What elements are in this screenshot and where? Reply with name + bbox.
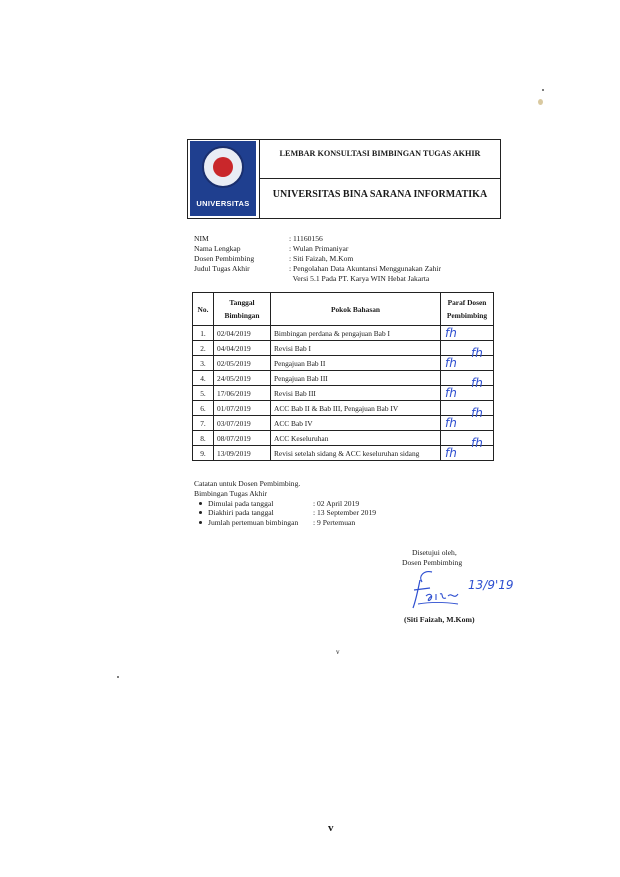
row-date: 13/09/2019: [214, 446, 271, 461]
consultation-table: [192, 292, 494, 461]
table-row: [193, 386, 494, 401]
info-label: Judul Tugas Akhir: [194, 264, 250, 273]
university-logo: [190, 141, 256, 216]
paraf-initials: fh: [445, 326, 457, 340]
row-topic: Revisi Bab III: [271, 386, 441, 401]
handwritten-signature: [410, 566, 460, 610]
info-value: Versi 5.1 Pada PT. Karya WIN Hebat Jakarta: [289, 274, 430, 283]
row-date: 04/04/2019: [214, 341, 271, 356]
paraf-initials: fh: [445, 356, 457, 370]
page-number: v: [336, 648, 340, 656]
row-paraf: [441, 416, 494, 431]
row-number: 5.: [193, 386, 214, 401]
row-topic: Bimbingan perdana & pengajuan Bab I: [271, 326, 441, 341]
logo-label: UNIVERSITAS: [196, 199, 250, 208]
table-row: [193, 326, 494, 341]
row-number: 9.: [193, 446, 214, 461]
scan-speck: [542, 89, 544, 91]
row-date: 03/07/2019: [214, 416, 271, 431]
bullet-label: Jumlah pertemuan bimbingan: [208, 518, 299, 528]
row-paraf: [441, 401, 494, 420]
row-topic: ACC Keseluruhan: [271, 431, 441, 446]
row-date: 02/05/2019: [214, 356, 271, 371]
row-paraf: [441, 371, 494, 390]
table-row: [193, 431, 494, 446]
row-topic: ACC Bab II & Bab III, Pengajuan Bab IV: [271, 401, 441, 416]
logo-core-icon: [213, 157, 233, 177]
notes-title: Catatan untuk Dosen Pembimbing.: [194, 479, 301, 488]
note-bullet: [194, 508, 377, 518]
approver-role: Dosen Pembimbing: [402, 558, 463, 567]
table-header-row: [193, 293, 494, 326]
table-row: [193, 446, 494, 461]
info-label: Dosen Pembimbing: [194, 254, 255, 263]
row-topic: Revisi setelah sidang & ACC keseluruhan sidang: [271, 446, 441, 461]
table-row: [193, 371, 494, 386]
row-date: 02/04/2019: [214, 326, 271, 341]
paraf-initials: fh: [471, 346, 483, 360]
info-label: NIM: [194, 234, 209, 243]
info-value: : 11160156: [289, 234, 323, 243]
note-bullet: [194, 498, 360, 509]
bullet-icon: [199, 502, 202, 505]
row-date: 17/06/2019: [214, 386, 271, 401]
info-value: : Siti Faizah, M.Kom: [289, 254, 354, 263]
row-paraf: [441, 386, 494, 401]
table-row: [193, 341, 494, 356]
page-number: v: [328, 822, 334, 834]
row-number: 7.: [193, 416, 214, 431]
info-value: : Pengolahan Data Akuntansi Menggunakan Zahir: [289, 264, 442, 273]
bullet-label: Dimulai pada tanggal: [208, 498, 274, 508]
paraf-initials: fh: [471, 376, 483, 390]
row-number: 6.: [193, 401, 214, 416]
col-tanggal: Tanggal Bimbingan: [214, 293, 271, 326]
col-paraf: Paraf Dosen Pembimbing: [441, 293, 494, 326]
info-value: : Wulan Primaniyar: [289, 244, 349, 253]
row-topic: Pengajuan Bab II: [271, 356, 441, 371]
table-row: [193, 401, 494, 416]
col-no: No.: [193, 293, 214, 326]
row-date: 24/05/2019: [214, 371, 271, 386]
university-name: UNIVERSITAS BINA SARANA INFORMATIKA: [272, 189, 488, 200]
bullet-label: Diakhiri pada tanggal: [208, 508, 274, 518]
signature-date: 13/9'19: [468, 578, 514, 592]
row-topic: Pengajuan Bab III: [271, 371, 441, 386]
header-divider: [259, 178, 501, 179]
paraf-initials: fh: [445, 446, 457, 460]
table-row: [193, 416, 494, 431]
bullet-icon: [199, 511, 202, 514]
supervisor-notes: [194, 479, 377, 528]
form-title: LEMBAR KONSULTASI BIMBINGAN TUGAS AKHIR: [279, 149, 481, 158]
scan-speck: [117, 676, 119, 678]
row-number: 2.: [193, 341, 214, 356]
row-date: 01/07/2019: [214, 401, 271, 416]
row-number: 1.: [193, 326, 214, 341]
col-pokok-bahasan: Pokok Bahasan: [271, 293, 441, 326]
supervisor-name: (Siti Faizah, M.Kom): [404, 615, 475, 624]
row-number: 3.: [193, 356, 214, 371]
row-paraf: [441, 356, 494, 371]
logo-emblem-icon: [202, 146, 244, 188]
row-paraf: [441, 326, 494, 341]
paraf-initials: fh: [445, 386, 457, 400]
bullet-value: : 9 Pertemuan: [313, 518, 356, 528]
row-date: 08/07/2019: [214, 431, 271, 446]
scan-speck: [538, 99, 543, 105]
paraf-initials: fh: [445, 416, 457, 430]
notes-subtitle: Bimbingan Tugas Akhir: [194, 488, 267, 498]
paraf-initials: fh: [471, 406, 483, 420]
row-topic: ACC Bab IV: [271, 416, 441, 431]
paraf-initials: fh: [471, 436, 483, 450]
table-row: [193, 356, 494, 371]
row-number: 8.: [193, 431, 214, 446]
bullet-value: : 02 April 2019: [313, 498, 360, 508]
row-paraf: [441, 446, 494, 461]
row-topic: Revisi Bab I: [271, 341, 441, 356]
approval-label: Disetujui oleh,: [412, 548, 457, 557]
info-label: Nama Lengkap: [194, 244, 241, 253]
row-paraf: [441, 341, 494, 360]
bullet-icon: [199, 521, 202, 524]
note-bullet: [194, 518, 356, 528]
bullet-value: : 13 September 2019: [313, 508, 377, 518]
row-number: 4.: [193, 371, 214, 386]
row-paraf: [441, 431, 494, 450]
